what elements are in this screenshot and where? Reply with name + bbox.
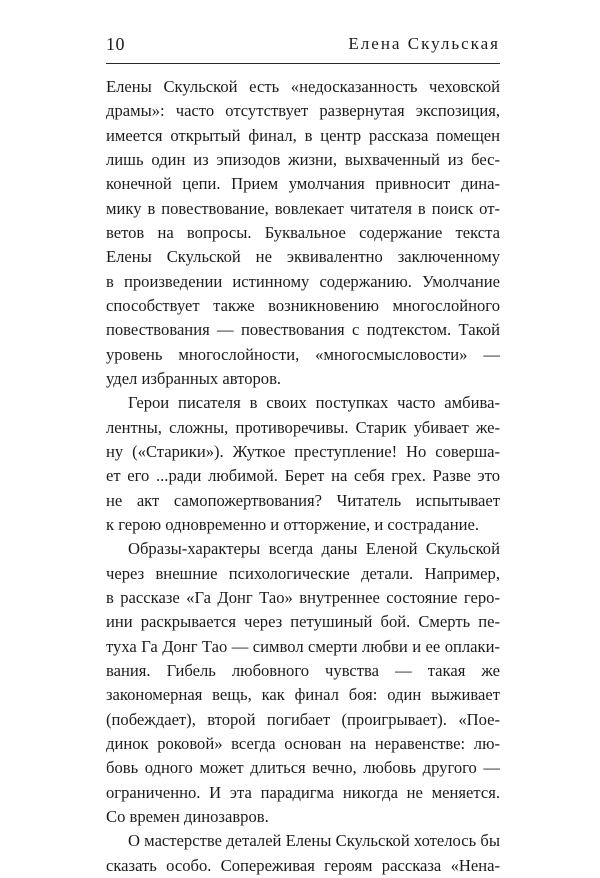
text-line: к герою одновременно и отторжение, и сострадание. — [106, 514, 479, 534]
text-line: Со времен динозавров. — [106, 806, 269, 826]
text-line: Герои писателя в своих поступках часто амбива- — [128, 393, 500, 413]
text-line: лентны, сложны, противоречивы. Старик убивает же- — [106, 417, 500, 437]
page-number: 10 — [106, 34, 125, 54]
text-line: закономерная вещь, как финал боя: один выживает — [106, 685, 500, 705]
text-line: удел избранных авторов. — [106, 368, 282, 388]
text-line: ини раскрывается через петушиный бой. Смерть пе- — [106, 612, 500, 632]
text-line: (побеждает), второй погибает (проигрывает). «Пое- — [106, 709, 500, 729]
page-header — [106, 34, 500, 58]
text-line: туха Га Донг Тао — символ смерти любви и ее оплаки- — [106, 636, 500, 656]
text-line: сказать особо. Сопереживая героям рассказа «Нена- — [106, 855, 500, 875]
text-line: Образы-характеры всегда даны Еленой Скульской — [128, 539, 500, 559]
text-line: Елены Скульской есть «недосказанность чеховской — [106, 77, 500, 96]
text-line: уровень многослойности, «многосмысловости» — — [106, 344, 500, 364]
header-rule — [106, 63, 500, 64]
text-line: имеется открытый финал, в центр рассказа помещен — [106, 125, 500, 145]
text-line: ветов на вопросы. Буквальное содержание текста — [106, 222, 500, 242]
text-line: Елены Скульской не эквивалентно заключенному — [106, 247, 500, 267]
text-line: динок роковой» всегда основан на неравенстве: лю- — [106, 733, 500, 753]
text-line: через внешние психологические детали. Например, — [106, 563, 500, 583]
text-line: в рассказе «Га Донг Тао» внутреннее состояние геро- — [106, 587, 500, 607]
text-line: в произведении истинному содержанию. Умолчание — [106, 271, 500, 291]
text-line: повествования — повествования с подтекстом. Такой — [106, 320, 500, 340]
text-line: О мастерстве деталей Елены Скульской хотелось бы — [128, 831, 500, 851]
text-line: ет его ...ради любимой. Берет на себя грех. Разве это — [106, 466, 500, 486]
text-line: конечной цепи. Прием умолчания привносит дина- — [106, 174, 500, 194]
text-line: ну («Старики»). Жуткое преступление! Но соверша- — [106, 441, 500, 461]
body-text — [106, 75, 500, 878]
text-line: способствует также возникновению многослойного — [106, 295, 500, 315]
running-head: Елена Скульская — [348, 34, 500, 53]
text-line: мику в повествование, вовлекает читателя в поиск от- — [106, 198, 500, 218]
text-line: драмы»: часто отсутствует развернутая экспозиция, — [106, 101, 500, 121]
text-line: вания. Гибель любовного чувства — такая же — [106, 660, 500, 680]
text-line: бовь одного может длиться вечно, любовь другого — — [106, 758, 500, 778]
text-line: лишь один из эпизодов жизни, выхваченный из бес- — [106, 149, 500, 169]
text-line: ограниченно. И эта парадигма никогда не меняется. — [106, 782, 500, 802]
text-line: не акт самопожертвования? Читатель испытывает — [106, 490, 500, 510]
